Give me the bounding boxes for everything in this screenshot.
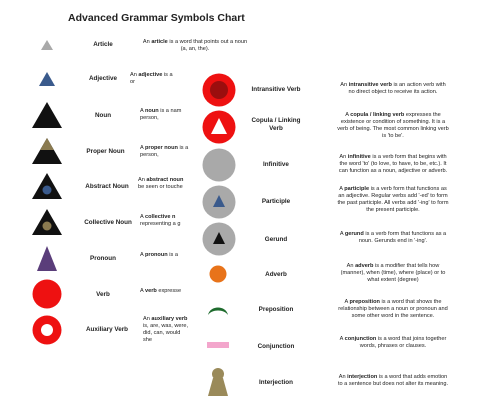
copula-linking-verb-label: Copula / Linking Verb — [251, 117, 301, 132]
pink-bar-icon — [207, 342, 229, 348]
red-circle-icon — [32, 279, 62, 309]
abstract-noun-label: Abstract Noun — [85, 183, 129, 190]
blue-triangle-icon — [38, 71, 56, 87]
red-ring-icon — [32, 315, 62, 345]
conjunction-description: A conjunction is a word that joins together words, phrases or clauses. — [339, 336, 447, 350]
auxiliary-verb-description: An auxiliary verb is, are, was, were, did, can, would she — [143, 316, 189, 344]
intransitive-verb-icon — [202, 73, 236, 107]
interjection-description: An interjection is a word that adds emotion to a sentence but does not alter its meaning. — [337, 374, 449, 388]
purple-triangle-icon — [36, 245, 58, 272]
adverb-label: Adverb — [265, 271, 287, 278]
gerund-label: Gerund — [264, 236, 288, 243]
article-label: Article — [93, 41, 113, 48]
gray-circle-icon — [202, 148, 236, 182]
adjective-label: Adjective — [89, 75, 117, 82]
verb-label: Verb — [96, 291, 110, 298]
adjective-description: An adjective is a or — [130, 72, 173, 86]
adverb-description: An adverb is a modifier that tells how (manner), when (time), where (place) or to what extent (degree) — [340, 263, 446, 284]
proper-noun-triangle-icon — [31, 137, 63, 165]
collective-noun-description: A collective n representing a g — [140, 214, 181, 228]
pronoun-label: Pronoun — [90, 255, 116, 262]
proper-noun-description: A proper noun is a person, — [140, 145, 189, 159]
participle-icon — [202, 185, 236, 219]
collective-noun-triangle-icon — [31, 208, 63, 236]
proper-noun-label: Proper Noun — [86, 148, 125, 155]
verb-description: A verb expresse — [140, 288, 182, 294]
intransitive-verb-label: Intransitive Verb — [251, 86, 301, 93]
abstract-noun-description: An abstract noun be seen or touche — [138, 177, 184, 191]
participle-label: Participle — [261, 198, 291, 205]
copula-linking-verb-description: A copula / linking verb expresses the existence or condition of something. It is a verb of being. The most common linking verb is 'to be'. — [337, 112, 449, 140]
gerund-icon — [202, 222, 236, 256]
participle-description: A participle is a verb form that functions as an adjective. Regular verbs add '-ed' to form the past participle. All verbs add '-ing' to form the present participle. — [337, 186, 449, 214]
preposition-description: A preposition is a word that shows the relationship between a noun or pronoun and some other word in the sentence. — [338, 299, 448, 320]
article-description: An article is a word that points out a noun (a, an, the). — [142, 39, 248, 53]
copula-verb-icon — [202, 110, 236, 144]
collective-noun-label: Collective Noun — [84, 219, 132, 226]
conjunction-label: Conjunction — [257, 343, 295, 350]
infinitive-label: Infinitive — [263, 161, 289, 168]
interjection-label: Interjection — [259, 379, 293, 386]
auxiliary-verb-label: Auxiliary Verb — [86, 326, 128, 333]
gerund-description: A gerund is a verb form that functions as a noun. Gerunds end in '-ing'. — [339, 231, 447, 245]
preposition-label: Preposition — [258, 306, 294, 313]
small-gray-triangle-icon — [40, 39, 54, 51]
intransitive-verb-description: An intransitive verb is an action verb with no direct object to receive its action. — [340, 82, 446, 96]
orange-circle-icon — [209, 265, 227, 283]
keyhole-icon — [206, 367, 230, 397]
overlay-panel — [200, 62, 481, 409]
page-title: Advanced Grammar Symbols Chart — [68, 12, 245, 24]
infinitive-description: An infinitive is a verb form that begins with the word 'to' (to love, to have, to be, etc.). It can function as a noun, adjective or adverb. — [338, 154, 448, 175]
pronoun-description: A pronoun is a — [140, 252, 178, 258]
green-crescent-icon — [207, 302, 229, 316]
abstract-noun-triangle-icon — [31, 172, 63, 200]
black-triangle-icon — [31, 101, 63, 129]
noun-description: A noun is a nam person, — [140, 108, 182, 122]
noun-label: Noun — [94, 112, 112, 119]
